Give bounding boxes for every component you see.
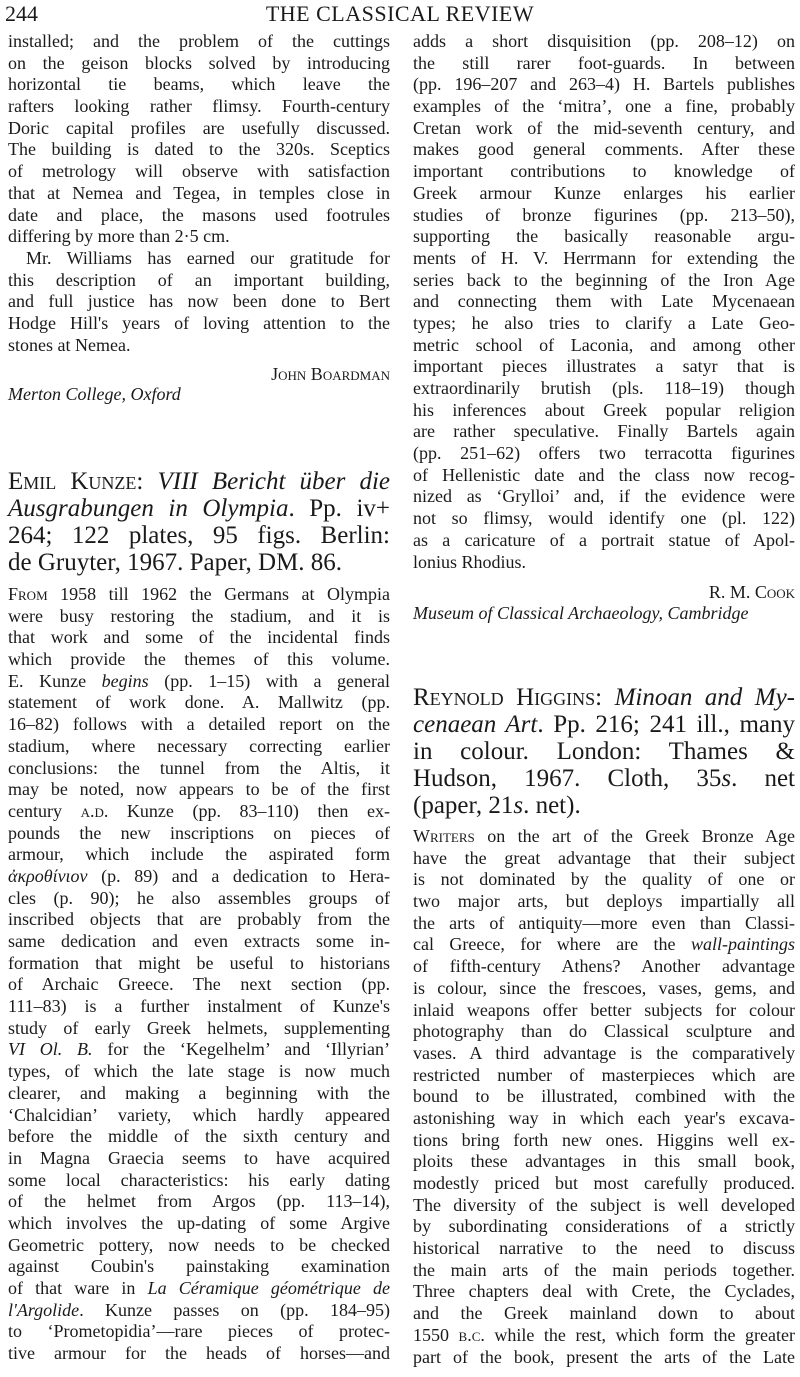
- text-segment: . Kunze passes on (pp. 184–95): [79, 1299, 390, 1320]
- text-line: [413, 826, 795, 848]
- text-line: metric school of Laconia, and among other: [413, 334, 795, 355]
- signature-john-boardman: John Boardman: [271, 364, 390, 384]
- text-line: before the middle of the sixth century and: [8, 1126, 390, 1147]
- higgins-review-heading: [413, 684, 795, 819]
- italic-text: s: [721, 765, 732, 792]
- text-line: the arts of antiquity—more even than Classi-: [413, 912, 795, 933]
- text-line: [8, 522, 390, 549]
- kunze-review-body: [8, 584, 390, 1365]
- text-line: (pp. 196–207 and 263–4) H. Bartels publishes: [413, 74, 795, 95]
- text-line: Mr. Williams has earned our gratitude for: [26, 247, 390, 268]
- italic-text: cenaean Art: [413, 711, 538, 738]
- text-line: two major arts, but deploys impartially all: [413, 891, 795, 912]
- affiliation-merton: Merton College, Oxford: [8, 384, 181, 404]
- higgins-review-body: [413, 826, 795, 1368]
- text-line: [8, 549, 390, 576]
- text-line: [8, 495, 390, 522]
- text-line: have the great advantage that their subject: [413, 847, 795, 868]
- text-line: that work and some of the incidental finds: [8, 627, 390, 648]
- text-line: this description of an important building,: [8, 269, 390, 290]
- text-line: adds a short disquisition (pp. 208–12) on: [413, 31, 795, 51]
- text-segment: of that ware in: [8, 1278, 148, 1298]
- text-line: of the helmet from Argos (pp. 113–14),: [8, 1191, 390, 1212]
- text-line: formation that might be useful to historians: [8, 952, 390, 973]
- right-continuation-text: [413, 31, 795, 573]
- text-line: vases. A third advantage is the comparatively: [413, 1042, 795, 1063]
- text-line: bound to be illustrated, combined with the: [413, 1086, 795, 1107]
- text-segment: Kunze (pp. 83–110) then ex-: [108, 800, 390, 821]
- text-line: conclusions: the tunnel from the Altis, it: [8, 757, 390, 778]
- text-line: [8, 468, 390, 495]
- text-segment: :: [595, 684, 615, 711]
- text-line: rafters looking rather flimsy. Fourth-century: [8, 96, 390, 117]
- text-line: The diversity of the subject is well developed: [413, 1194, 795, 1215]
- text-line: and the Greek mainland down to about: [413, 1303, 795, 1324]
- text-line: modestly priced but most carefully produced.: [413, 1173, 795, 1193]
- text-line: [8, 671, 390, 693]
- text-line: types, of which the late stage is now much: [8, 1061, 390, 1082]
- text-line: clearer, and making a beginning with the: [8, 1082, 390, 1103]
- text-line: not so flimsy, would identify one (pl. 122): [413, 508, 795, 529]
- text-line: of Hellenistic date and the class now recog-: [413, 464, 795, 485]
- text-line: cles (p. 90); he also assembles groups of: [8, 887, 390, 908]
- text-line: date and place, the masons used footrules: [8, 204, 390, 225]
- text-line: 16–82) follows with a detailed report on the: [8, 714, 390, 735]
- text-line: photography than do Classical sculpture and: [413, 1021, 795, 1042]
- text-line: may be noted, now appears to be of the first: [8, 779, 390, 800]
- text-segment: 1958 till 1962 the Germans at Olympia: [47, 584, 390, 604]
- text-line: (pp. 251–62) offers two terracotta figurines: [413, 443, 795, 464]
- italic-text: ἀκροθίνιον: [8, 865, 88, 886]
- text-line: supporting the basically reasonable argu-: [413, 226, 795, 247]
- text-line: study of early Greek helmets, supplementing: [8, 1017, 390, 1038]
- text-line: makes good general comments. After these: [413, 139, 795, 160]
- text-line: ments of H. V. Herrmann for extending the: [413, 247, 795, 268]
- text-line: and full justice has now been done to Bert: [8, 291, 390, 312]
- text-line: [413, 792, 795, 819]
- text-line: extraordinarily brutish (pls. 118–19) though: [413, 378, 795, 398]
- italic-text: l'Argolide: [8, 1299, 80, 1320]
- text-segment: century: [8, 800, 81, 821]
- text-line: [8, 1300, 390, 1322]
- text-segment: . Pp. 216; 241 ill., many: [537, 711, 795, 738]
- text-segment: (p. 89) and a dedication to Hera-: [87, 865, 390, 886]
- text-line: [8, 1039, 390, 1061]
- small-caps-text: From: [8, 584, 48, 604]
- small-caps-text: b.c.: [458, 1324, 485, 1345]
- text-line: 111–83) is a further instalment of Kunze's: [8, 996, 390, 1017]
- text-line: tive armour for the heads of horses—and: [8, 1343, 390, 1364]
- text-line: stadium, where necessary correcting earlier: [8, 735, 390, 756]
- text-line: Three chapters deal with Crete, the Cyclades,: [413, 1281, 795, 1302]
- text-line: Cretan work of the mid-seventh century, and: [413, 117, 795, 138]
- text-line: studies of bronze figurines (pp. 213–50),: [413, 204, 795, 225]
- text-line: ‘Chalcidian’ variety, which hardly appeared: [8, 1104, 390, 1125]
- text-line: astonishing way in which each year's excava-: [413, 1107, 795, 1128]
- text-line: inlaid weapons offer better subjects for colour: [413, 999, 795, 1020]
- text-line: [8, 584, 390, 606]
- text-line: stones at Nemea.: [8, 334, 131, 355]
- text-line: Hodge Hill's years of loving attention to the: [8, 312, 390, 333]
- text-line: Doric capital profiles are usefully discussed.: [8, 117, 390, 138]
- text-segment: . net: [731, 765, 795, 792]
- small-caps-text: Writers: [413, 826, 475, 846]
- text-line: [413, 1325, 795, 1347]
- italic-text: begins: [101, 670, 149, 691]
- text-line: are rather speculative. Finally Bartels again: [413, 421, 795, 442]
- text-line: [413, 765, 795, 792]
- text-line: installed; and the problem of the cuttings: [8, 31, 390, 51]
- text-line: inscribed objects that are probably from the: [8, 909, 390, 930]
- text-line: [8, 866, 390, 888]
- text-line: important contributions to knowledge of: [413, 161, 795, 182]
- text-line: as a caricature of a portrait statue of Apol-: [413, 529, 795, 550]
- italic-text: Ausgrabungen in Olympia: [8, 495, 289, 522]
- text-line: the main arts of the main periods together.: [413, 1259, 795, 1280]
- text-segment: cal Greece, for where are the: [413, 934, 691, 955]
- text-segment: while the rest, which form the greater: [484, 1324, 795, 1345]
- text-segment: for the ‘Kegelhelm’ and ‘Illyrian’: [92, 1039, 391, 1060]
- text-segment: . Pp. iv+: [288, 495, 390, 522]
- text-line: against Coubin's painstaking examination: [8, 1256, 390, 1277]
- text-line: Greek armour Kunze enlarges his earlier: [413, 182, 795, 203]
- text-line: types; he also tries to clarify a Late Geo-: [413, 312, 795, 333]
- text-line: to ‘Prometopidia’—rare pieces of protec-: [8, 1321, 390, 1342]
- text-line: that at Nemea and Tegea, in temples close in: [8, 182, 390, 203]
- text-line: which provide the themes of this volume.: [8, 649, 390, 670]
- journal-title: THE CLASSICAL REVIEW: [265, 1, 535, 26]
- text-segment: :: [136, 468, 158, 495]
- text-line: statement of work done. A. Mallwitz (pp.: [8, 692, 390, 713]
- small-caps-text: Emil Kunze: [8, 468, 137, 495]
- text-line: [413, 738, 795, 765]
- left-continuation-text: [8, 31, 390, 356]
- text-line: [413, 684, 795, 711]
- text-line: armour, which include the aspirated form: [8, 844, 390, 865]
- text-line: horizontal tie beams, which leave the: [8, 74, 390, 95]
- text-segment: in colour. London: Thames &: [413, 738, 795, 765]
- text-line: his inferences about Greek popular religion: [413, 399, 795, 420]
- text-line: important pieces illustrates a satyr that is: [413, 356, 795, 377]
- text-segment: 264; 122 plates, 95 figs. Berlin:: [8, 522, 390, 549]
- text-line: pounds the new inscriptions on pieces of: [8, 822, 390, 843]
- text-line: Geometric pottery, now needs to be checked: [8, 1234, 390, 1255]
- italic-text: VIII Bericht über die: [157, 468, 391, 495]
- small-caps-text: Reynold Higgins: [413, 684, 596, 711]
- text-line: is colour, since the frescoes, vases, gems, and: [413, 977, 795, 998]
- text-segment: on the art of the Greek Bronze Age: [474, 826, 795, 846]
- text-line: is not dominated by the quality of one or: [413, 869, 795, 890]
- text-line: lonius Rhodius.: [413, 551, 527, 572]
- text-line: nized as ‘Grylloi’ and, if the evidence were: [413, 486, 795, 507]
- text-line: The building is dated to the 320s. Sceptics: [8, 139, 390, 160]
- text-segment: 1550: [413, 1324, 459, 1345]
- text-segment: (paper, 21: [413, 792, 514, 819]
- italic-text: Minoan and My-: [614, 684, 795, 711]
- text-line: examples of the ‘mitra’, one a fine, probably: [413, 96, 795, 117]
- text-segment: E. Kunze: [8, 670, 102, 691]
- text-segment: de Gruyter, 1967. Paper, DM. 86.: [8, 549, 343, 576]
- text-line: tions bring forth new ones. Higgins well ex-: [413, 1129, 795, 1150]
- small-caps-text: a.d.: [80, 800, 109, 821]
- text-line: by subordinating considerations of a strictly: [413, 1216, 795, 1237]
- italic-text: VI Ol. B.: [8, 1039, 93, 1060]
- text-line: same dedication and even extracts some in-: [8, 931, 390, 951]
- text-line: [413, 934, 795, 956]
- italic-text: wall-paintings: [690, 934, 795, 955]
- affiliation-museum: Museum of Classical Archaeology, Cambridge: [413, 603, 749, 623]
- text-line: [413, 711, 795, 738]
- text-line: restricted number of masterpieces which are: [413, 1064, 795, 1085]
- text-line: and connecting them with Late Mycenaean: [413, 291, 795, 312]
- kunze-review-heading: [8, 468, 390, 576]
- text-segment: (pp. 1–15) with a general: [148, 670, 390, 691]
- text-line: the still rarer foot-guards. In between: [413, 52, 795, 73]
- italic-text: s: [513, 792, 524, 819]
- page-number: 244: [5, 1, 38, 26]
- text-line: in Magna Graecia seems to have acquired: [8, 1147, 390, 1168]
- text-line: part of the book, present the arts of the Late: [413, 1346, 795, 1367]
- text-line: of fifth-century Athens? Another advantage: [413, 956, 795, 977]
- text-line: on the geison blocks solved by introducing: [8, 52, 390, 73]
- text-line: series back to the beginning of the Iron Age: [413, 269, 795, 290]
- text-line: [8, 801, 390, 823]
- text-line: historical narrative to the need to discuss: [413, 1238, 795, 1259]
- text-line: were busy restoring the stadium, and it is: [8, 605, 390, 626]
- text-line: ploits these advantages in this small book,: [413, 1151, 795, 1172]
- text-line: which involves the up-dating of some Argive: [8, 1212, 390, 1233]
- text-segment: . net).: [523, 792, 581, 819]
- text-line: differing by more than 2·5 cm.: [8, 226, 230, 247]
- text-segment: Hudson, 1967. Cloth, 35: [413, 765, 722, 792]
- text-line: of Archaic Greece. The next section (pp.: [8, 974, 390, 995]
- text-line: of metrology will observe with satisfaction: [8, 161, 390, 182]
- signature-rm-cook: R. M. Cook: [708, 582, 795, 602]
- italic-text: La Céramique géométrique de: [147, 1278, 390, 1298]
- text-line: [8, 1278, 390, 1300]
- text-line: some local characteristics: his early dating: [8, 1169, 390, 1190]
